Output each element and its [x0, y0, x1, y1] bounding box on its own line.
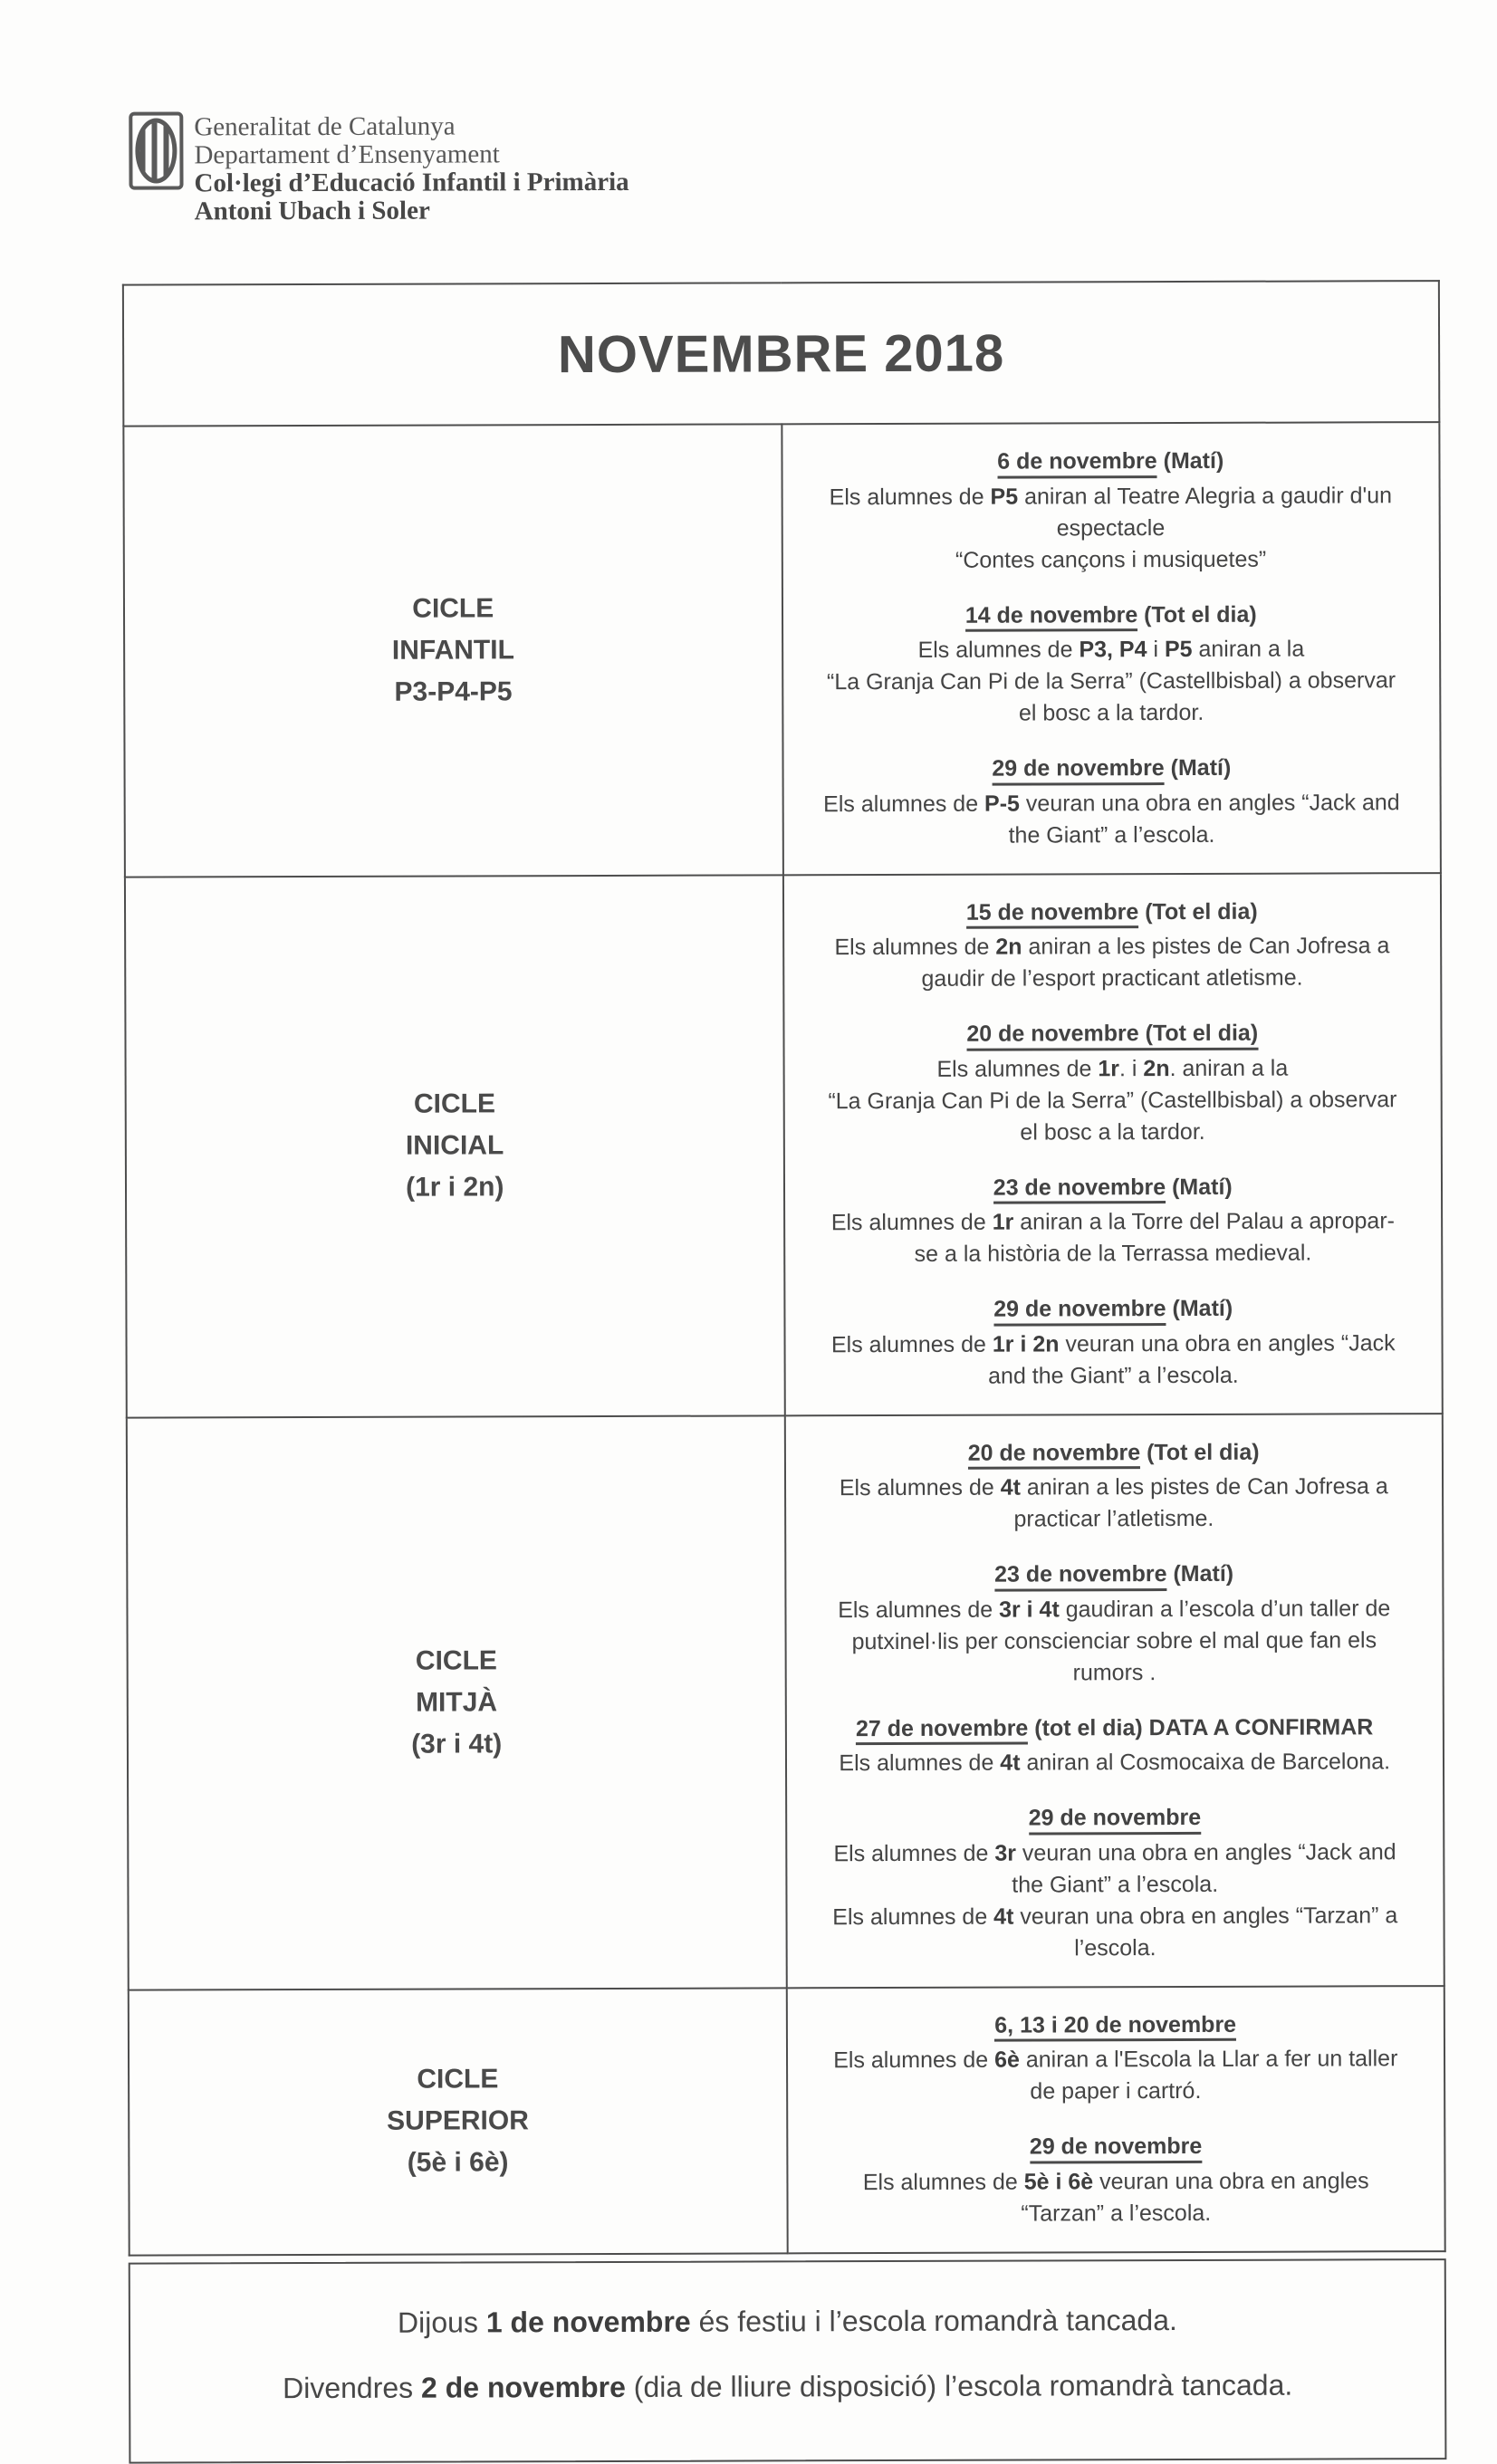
event-heading — [817, 599, 1405, 633]
text-segment: Els alumnes de — [823, 791, 985, 817]
letterhead — [129, 108, 1496, 226]
text-segment: . i — [1118, 1055, 1144, 1081]
event — [817, 599, 1405, 731]
event-line — [817, 543, 1405, 577]
cycle-label-line: CICLE — [417, 2064, 499, 2095]
event-line — [822, 2165, 1410, 2230]
events-cell — [786, 1986, 1444, 2253]
event-date: 29 de novembre — [1030, 2134, 1202, 2163]
text-segment: veuran una obra en angles “Jack and the Giant” a l’escola. — [1008, 789, 1400, 848]
event — [820, 1436, 1407, 1537]
text-segment: Els alumnes de — [834, 934, 996, 961]
cycle-label-line: (3r i 4t) — [411, 1728, 503, 1759]
scanned-page — [0, 108, 1497, 2404]
events-cell — [782, 422, 1441, 875]
text-segment: 2n — [1143, 1055, 1170, 1081]
events-cell — [784, 1414, 1444, 1988]
text-segment: Els alumnes de — [832, 1903, 994, 1930]
closure-note — [167, 2365, 1408, 2407]
text-segment: i — [1147, 637, 1165, 663]
text-segment: 1r — [1098, 1055, 1120, 1081]
event — [822, 2130, 1410, 2230]
closure-note — [167, 2300, 1408, 2342]
event-line — [820, 1471, 1407, 1536]
text-segment: Els alumnes de — [833, 2047, 995, 2074]
text-segment: aniran a les pistes de Can Jofresa a practicar l’atletisme. — [1013, 1473, 1388, 1532]
text-segment: (Matí) — [1166, 1174, 1233, 1200]
event-date: 6 de novembre — [997, 449, 1157, 478]
text-segment: (Matí) — [1166, 1295, 1233, 1322]
event-line — [819, 1052, 1406, 1086]
calendar-row — [129, 1986, 1445, 2256]
text-segment: veuran una obra en angles “Jack and the Giant” a l’escola. — [1012, 1838, 1396, 1898]
event-heading — [818, 752, 1406, 786]
event — [818, 752, 1406, 852]
event-heading — [818, 896, 1406, 930]
event — [820, 1558, 1408, 1690]
event-date: 29 de novembre — [993, 1297, 1166, 1326]
text-segment: Els alumnes de — [839, 1750, 1001, 1777]
event-line — [818, 787, 1406, 852]
text-segment: (Tot el dia) — [1137, 601, 1257, 628]
event — [818, 896, 1406, 996]
cycle-label-line: (5è i 6è) — [407, 2147, 509, 2178]
text-segment: veuran una obra en angles “Tarzan” a l’escola. — [1021, 2167, 1369, 2227]
cycle-label-line: INICIAL — [405, 1130, 504, 1161]
event-heading — [821, 2009, 1409, 2043]
text-segment: 5è i 6è — [1023, 2168, 1094, 2195]
text-segment: veuran una obra en angles “Tarzan” a l’escola. — [1013, 1902, 1398, 1961]
event-date: 20 de novembre (Tot el dia) — [966, 1021, 1258, 1051]
cycle-label-line: INFANTIL — [391, 635, 514, 666]
event — [820, 1292, 1407, 1393]
event-date: 27 de novembre — [856, 1716, 1028, 1745]
cycle-label-line: (1r i 2n) — [406, 1172, 504, 1203]
event-line — [821, 2043, 1409, 2108]
text-segment: Els alumnes de — [833, 1840, 995, 1866]
cycle-label-line: CICLE — [415, 1644, 497, 1676]
text-segment: aniran al Teatre Alegria a gaudir d'un espectacle — [1018, 482, 1393, 541]
text-segment: (Tot el dia) — [1138, 898, 1258, 925]
event — [817, 445, 1405, 577]
school-name: Col·legi d’Educació Infantil i Primària — [194, 167, 629, 198]
text-segment: Dijous — [397, 2305, 486, 2339]
text-segment: aniran a la Torre del Palau a apropar-se a la història de la Terrassa medieval. — [914, 1208, 1395, 1267]
event-heading — [819, 1017, 1406, 1051]
calendar-row — [127, 1414, 1444, 1990]
text-segment: Els alumnes de — [830, 1209, 993, 1236]
event-line — [821, 1836, 1409, 1902]
event-heading — [820, 1711, 1408, 1746]
department-name: Departament d’Ensenyament — [194, 139, 500, 170]
org-name: Generalitat de Catalunya — [194, 111, 456, 142]
cycle-label-line: CICLE — [413, 1088, 496, 1119]
events-cell — [782, 873, 1442, 1415]
event-line — [820, 1746, 1408, 1779]
four-bars-seal-icon — [135, 118, 177, 183]
event — [819, 1017, 1406, 1149]
text-segment: veuran una obra en angles “Jack and the Giant” a l’escola. — [988, 1329, 1396, 1389]
calendar-table — [122, 280, 1446, 2256]
event-date: 29 de novembre — [1029, 1806, 1201, 1835]
text-segment: P5 — [990, 484, 1019, 510]
event-line — [821, 1900, 1409, 1965]
text-segment: 2 de novembre — [420, 2370, 626, 2404]
event-line — [817, 480, 1405, 545]
event-date: 6, 13 i 20 de novembre — [994, 2012, 1236, 2041]
event-heading — [817, 445, 1405, 479]
calendar-row — [125, 873, 1443, 1418]
event-date: 23 de novembre — [993, 1175, 1166, 1204]
cycle-label-line: CICLE — [412, 593, 494, 624]
text-segment: Els alumnes de — [838, 1596, 1000, 1623]
text-segment: 4t — [993, 1903, 1014, 1930]
text-segment: aniran al Cosmocaixa de Barcelona. — [1020, 1749, 1391, 1776]
event-heading — [820, 1558, 1408, 1592]
text-segment: (tot el dia) DATA A CONFIRMAR — [1028, 1713, 1374, 1741]
event — [821, 2009, 1409, 2109]
cycle-label-line: SUPERIOR — [387, 2105, 529, 2136]
text-segment: aniran a l'Escola la Llar a fer un taller de paper i cartró. — [1019, 2046, 1398, 2104]
text-segment: “Contes cançons i musiquetes” — [955, 546, 1267, 573]
cycle-label-line: MITJÀ — [415, 1686, 498, 1718]
text-segment: Divendres — [283, 2371, 422, 2404]
event-line — [820, 1205, 1407, 1270]
text-segment: P3, P4 — [1079, 637, 1147, 663]
event — [820, 1711, 1408, 1780]
cycle-label-line: P3-P4-P5 — [394, 676, 513, 707]
event-heading — [821, 1801, 1409, 1836]
school-name-2: Antoni Ubach i Soler — [194, 196, 430, 226]
event-line — [819, 930, 1406, 995]
cycle-cell — [123, 424, 782, 877]
text-segment: Els alumnes de — [830, 1331, 993, 1357]
event — [821, 1801, 1409, 1965]
text-segment: 4t — [1000, 1750, 1021, 1776]
calendar-row — [123, 422, 1441, 877]
text-segment: 1 de novembre — [485, 2305, 691, 2338]
text-segment: és festiu i l’escola romandrà tancada. — [690, 2303, 1177, 2338]
event-heading — [820, 1292, 1407, 1327]
text-segment: “La Granja Can Pi de la Serra” (Castellbisbal) a observar el bosc a la tardor. — [826, 667, 1396, 726]
text-segment: 4t — [1000, 1474, 1021, 1500]
event-line — [818, 665, 1406, 730]
event-date: 29 de novembre — [992, 756, 1164, 785]
text-segment: (Matí) — [1164, 754, 1232, 781]
cycle-cell — [129, 1988, 787, 2255]
text-segment: (Matí) — [1156, 447, 1224, 475]
text-segment: Els alumnes de — [829, 484, 991, 510]
text-segment: (Tot el dia) — [1140, 1439, 1260, 1465]
event-heading — [820, 1436, 1407, 1471]
text-segment: gaudiran a l’escola d’un taller de putxinel·lis per conscienciar sobre el mal que fan els rumors . — [851, 1595, 1391, 1685]
text-segment: P-5 — [984, 791, 1020, 817]
event-date: 14 de novembre — [965, 603, 1137, 632]
event-line — [819, 1084, 1406, 1149]
text-segment: “La Granja Can Pi de la Serra” (Castellbisbal) a observar el bosc a la tardor. — [828, 1086, 1397, 1146]
cycle-cell — [127, 1415, 786, 1989]
text-segment: Els alumnes de — [917, 637, 1080, 663]
event-heading — [819, 1171, 1406, 1205]
event-line — [818, 633, 1406, 666]
event-date: 23 de novembre — [994, 1562, 1166, 1591]
text-segment: 3r i 4t — [999, 1596, 1060, 1623]
text-segment: 1r — [992, 1209, 1014, 1235]
event-heading — [822, 2130, 1410, 2164]
text-segment: (Matí) — [1166, 1560, 1234, 1587]
text-segment: P5 — [1164, 636, 1193, 663]
text-segment: aniran a les pistes de Can Jofresa a gaudir de l’esport practicant atletisme. — [921, 933, 1390, 992]
text-segment: 1r i 2n — [992, 1330, 1060, 1357]
event-line — [820, 1593, 1408, 1690]
event-date: 15 de novembre — [966, 900, 1138, 929]
cycle-cell — [125, 875, 784, 1417]
text-segment: 6è — [994, 2047, 1020, 2073]
text-segment: 3r — [994, 1840, 1016, 1866]
event-date: 20 de novembre — [968, 1441, 1140, 1470]
closure-notes-box — [129, 2258, 1447, 2464]
page-title: NOVEMBRE 2018 — [123, 281, 1439, 427]
letterhead-text — [194, 110, 629, 226]
text-segment: . aniran a la — [1169, 1055, 1289, 1081]
text-segment: 2n — [995, 934, 1022, 960]
text-segment: Els alumnes de — [936, 1055, 1099, 1082]
event — [819, 1171, 1406, 1271]
text-segment: Els alumnes de — [839, 1474, 1001, 1501]
text-segment: aniran a la — [1192, 636, 1305, 662]
text-segment: Els alumnes de — [862, 2169, 1024, 2195]
title-row — [123, 281, 1439, 427]
event-line — [820, 1328, 1407, 1393]
generalitat-logo-icon — [129, 111, 183, 189]
text-segment: (dia de lliure disposició) l’escola romandrà tancada. — [625, 2368, 1293, 2403]
